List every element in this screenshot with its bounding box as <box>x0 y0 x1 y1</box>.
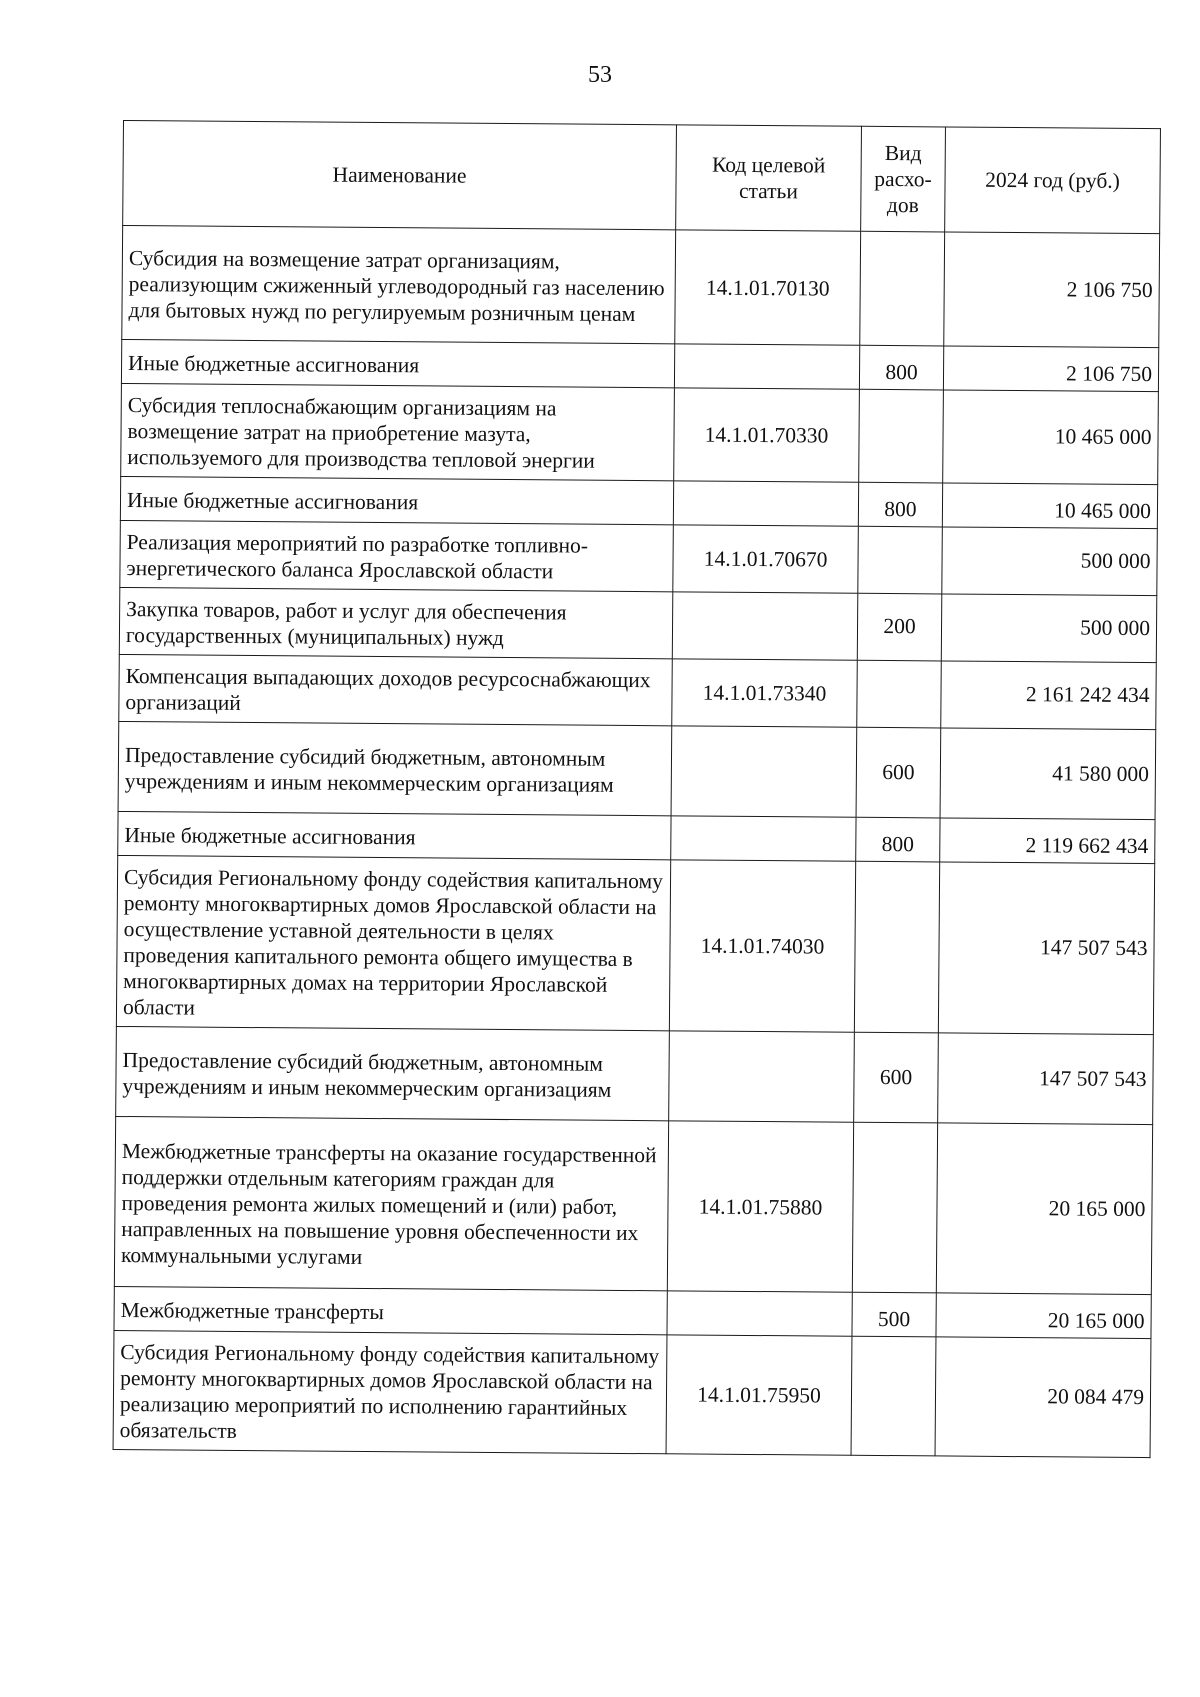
table-row <box>119 587 1156 662</box>
row-name: Иные бюджетные ассигнования <box>121 339 674 387</box>
row-sum: 10 465 000 <box>942 483 1157 529</box>
row-kind <box>851 1336 936 1456</box>
row-code <box>671 726 857 817</box>
row-name: Компенсация выпадающих доходов ресурсоснабжающих организаций <box>119 654 673 725</box>
row-code <box>671 816 856 861</box>
table-row <box>116 1026 1154 1124</box>
row-code <box>673 481 858 526</box>
row-kind <box>860 231 945 346</box>
header-sum: 2024 год (руб.) <box>945 127 1161 234</box>
row-kind: 800 <box>859 345 943 390</box>
row-code: 14.1.01.70670 <box>673 525 859 593</box>
row-name: Иные бюджетные ассигнования <box>120 476 673 524</box>
row-kind: 800 <box>858 482 942 527</box>
row-code <box>669 1031 855 1122</box>
row-kind <box>857 660 942 728</box>
row-name: Субсидия на возмещение затрат организациям, реализующим сжиженный углеводородный газ населению для бытовых нужд по регулируемым розничным ценам <box>122 226 676 344</box>
row-sum: 20 165 000 <box>936 1123 1152 1295</box>
row-kind <box>852 1122 937 1293</box>
header-name: Наименование <box>123 121 677 230</box>
row-sum: 2 106 750 <box>943 346 1158 392</box>
row-name: Закупка товаров, работ и услуг для обеспечения государственных (муниципальных) нужд <box>119 587 673 658</box>
page-number: 53 <box>588 62 612 88</box>
row-name: Иные бюджетные ассигнования <box>118 811 671 859</box>
row-kind <box>854 861 939 1033</box>
row-code: 14.1.01.74030 <box>669 860 855 1032</box>
row-code: 14.1.01.75880 <box>667 1121 853 1292</box>
header-code: Код целевой статьи <box>676 125 862 231</box>
table-row <box>121 383 1159 484</box>
row-name: Предоставление субсидий бюджетным, автономным учреждениям и иным некоммерческим организациям <box>118 721 672 815</box>
row-sum: 147 507 543 <box>938 1033 1154 1125</box>
row-code: 14.1.01.70130 <box>675 230 861 345</box>
row-name: Межбюджетные трансферты на оказание государственной поддержки отдельным категориям граждан для проведения ремонта жилых помещений и (или) работ, направленных на повышение уровня обеспеченности их коммунальными услугами <box>114 1116 668 1290</box>
row-sum: 147 507 543 <box>938 862 1154 1035</box>
row-code <box>674 344 859 389</box>
row-name: Предоставление субсидий бюджетным, автономным учреждениям и иным некоммерческим организациям <box>116 1026 670 1120</box>
row-sum: 2 161 242 434 <box>941 661 1157 730</box>
row-code <box>672 592 858 660</box>
row-name: Субсидия Региональному фонду содействия капитальному ремонту многоквартирных домов Ярославской области на осуществление уставной деятельности в целях проведения капитального ремонта общего имущества в многоквартирных домах на территории Ярославской области <box>116 855 670 1030</box>
row-kind <box>858 526 943 594</box>
row-code: 14.1.01.75950 <box>666 1335 852 1455</box>
row-code: 14.1.01.73340 <box>672 659 858 727</box>
row-kind: 600 <box>856 727 941 818</box>
row-name: Реализация мероприятий по разработке топливно-энергетического баланса Ярославской области <box>120 520 674 591</box>
row-sum: 10 465 000 <box>943 390 1159 485</box>
budget-table <box>113 120 1161 1458</box>
row-code <box>667 1291 852 1336</box>
table-row <box>119 654 1156 729</box>
table-row <box>114 1116 1152 1294</box>
row-kind <box>859 389 944 483</box>
row-name: Субсидия теплоснабжающим организациям на возмещение затрат на приобретение мазута, используемого для производства тепловой энергии <box>121 383 675 480</box>
row-name: Субсидия Региональному фонду содействия капитальному ремонту многоквартирных домов Ярославской области на реализацию мероприятий по исполнению гарантийных обязательств <box>113 1330 667 1453</box>
row-kind: 600 <box>854 1032 939 1123</box>
table-row <box>122 226 1160 348</box>
row-kind: 500 <box>852 1292 936 1337</box>
table-row <box>118 721 1156 819</box>
row-kind: 200 <box>857 593 942 661</box>
row-sum: 500 000 <box>942 527 1158 596</box>
table-row <box>116 855 1154 1034</box>
row-code: 14.1.01.70330 <box>674 388 860 482</box>
row-sum: 20 165 000 <box>936 1293 1151 1339</box>
row-kind: 800 <box>856 817 940 862</box>
table-row <box>113 1330 1151 1457</box>
row-sum: 20 084 479 <box>935 1337 1151 1458</box>
row-sum: 2 106 750 <box>944 232 1160 348</box>
row-sum: 41 580 000 <box>940 728 1156 820</box>
table-header-row <box>123 121 1161 234</box>
row-sum: 2 119 662 434 <box>940 818 1155 864</box>
row-sum: 500 000 <box>941 594 1157 663</box>
table-row <box>120 520 1157 595</box>
header-kind: Вид расхо-дов <box>861 126 946 232</box>
row-name: Межбюджетные трансферты <box>114 1286 667 1334</box>
